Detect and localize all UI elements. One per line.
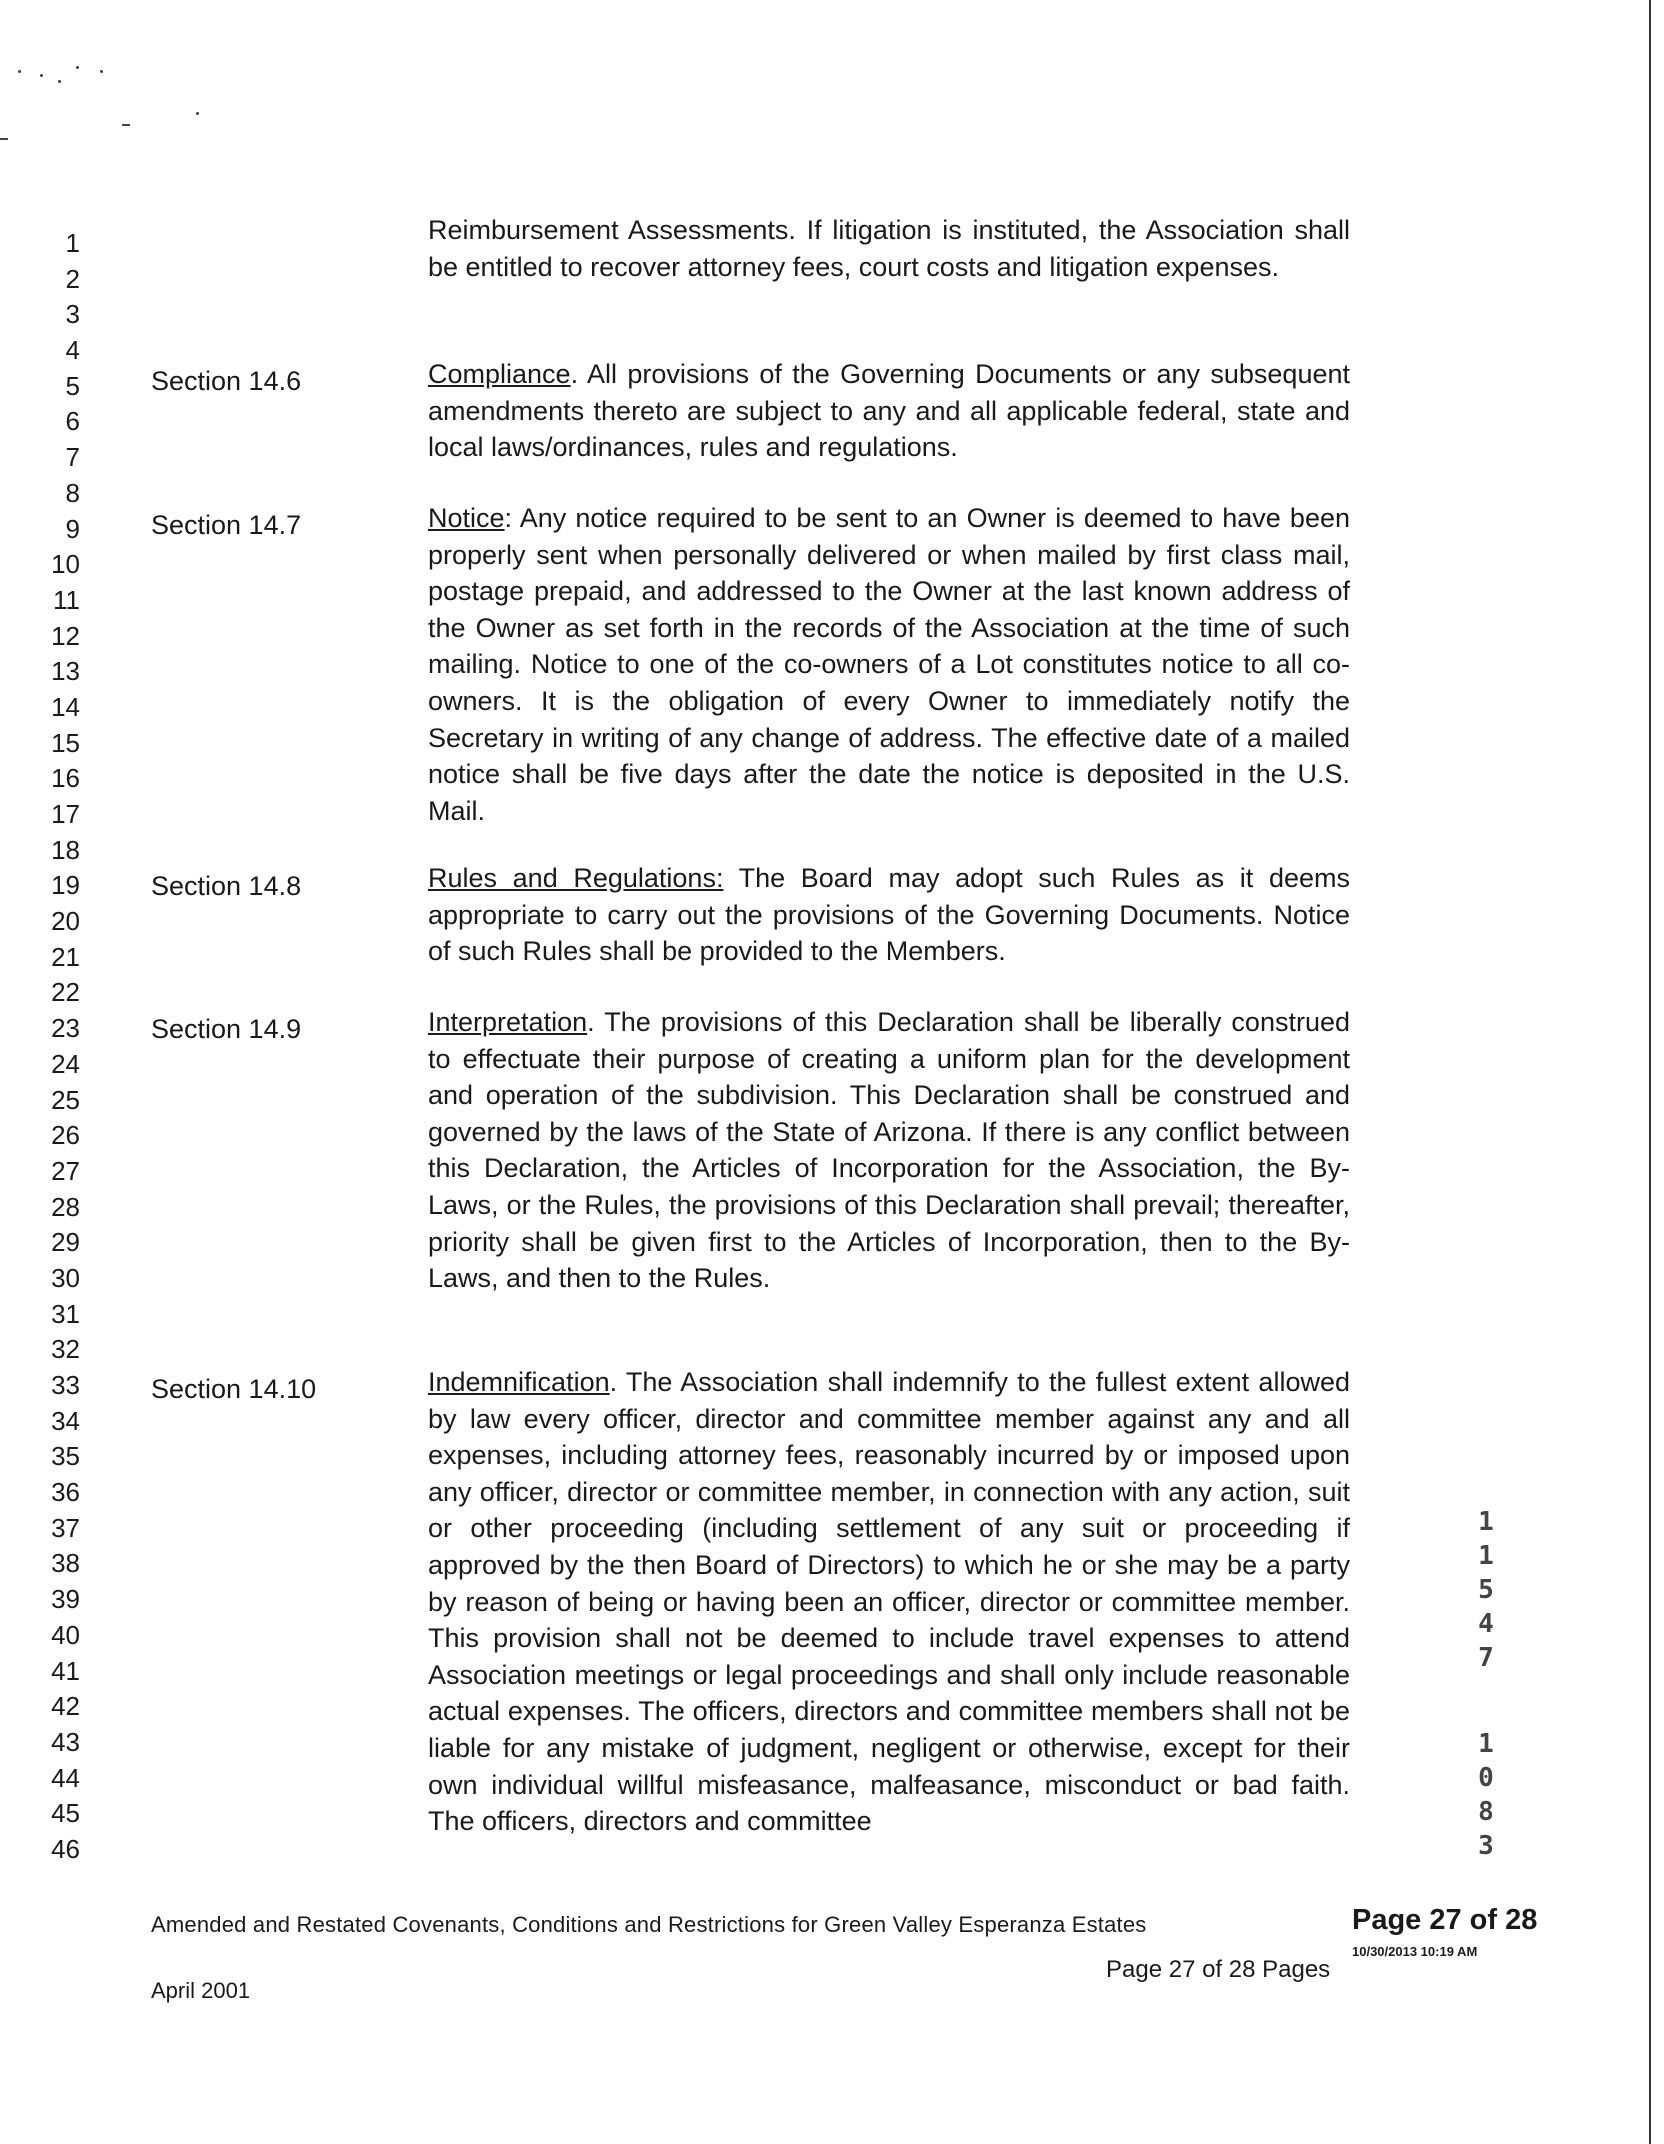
stamp-digit: 7 bbox=[1478, 1643, 1494, 1673]
section-number: Section 14.8 bbox=[151, 871, 302, 901]
scan-speck bbox=[100, 70, 103, 73]
footer-document-title: Amended and Restated Covenants, Conditions and Restrictions for Green Valley Esperanza Estates bbox=[151, 1912, 1147, 1937]
section-number: Section 14.7 bbox=[151, 510, 302, 540]
line-number: 8 bbox=[65, 477, 80, 508]
stamp-digit: 1 bbox=[1478, 1507, 1494, 1537]
recording-number-stamp bbox=[1471, 1505, 1501, 1863]
line-number: 5 bbox=[65, 370, 80, 401]
line-number: 34 bbox=[51, 1405, 80, 1436]
line-number: 30 bbox=[51, 1262, 80, 1293]
scan-mark bbox=[122, 124, 130, 126]
recording-timestamp: 10/30/2013 10:19 AM bbox=[1352, 1944, 1478, 1959]
stamp-digit: 5 bbox=[1478, 1575, 1494, 1605]
line-number: 11 bbox=[53, 584, 80, 615]
line-number: 7 bbox=[65, 442, 80, 473]
line-number: 19 bbox=[51, 870, 80, 901]
line-number: 18 bbox=[51, 834, 80, 865]
line-number: 25 bbox=[51, 1084, 80, 1115]
section-heading: Interpretation bbox=[428, 1007, 588, 1037]
paragraph-text: The provisions of this Declaration shall be liberally construed to effectuate their purpose of creating a uniform plan for the development and operation of the subdivision. This Declaration shall be construed and governed by the laws of the State of Arizona. If there is any conflict between this Declaration, the Articles of Incorporation for the Association, the By-Laws, or the Rules, the provisions of this Declaration shall prevail; thereafter, priority shall be given first to the Articles of Incorporation, then to the By-Laws, and then to the Rules. bbox=[428, 1007, 1350, 1294]
section-heading: Rules and Regulations: bbox=[428, 863, 724, 893]
line-number: 12 bbox=[51, 620, 80, 651]
scan-speck bbox=[196, 112, 199, 115]
stamp-digit: 3 bbox=[1478, 1831, 1494, 1861]
line-number: 14 bbox=[51, 691, 80, 722]
stamp-digit: 8 bbox=[1478, 1797, 1494, 1827]
heading-punct: . bbox=[609, 1367, 618, 1397]
paragraph-rules bbox=[428, 860, 1350, 970]
paragraph-compliance bbox=[428, 356, 1350, 466]
line-number: 20 bbox=[51, 906, 80, 937]
section-number: Section 14.6 bbox=[151, 366, 302, 396]
paragraph-interpretation bbox=[428, 1004, 1350, 1297]
heading-punct: : bbox=[504, 503, 513, 533]
paragraph-text: The Board may adopt such Rules as it deems appropriate to carry out the provisions of the Governing Documents. Notice of such Rules shall be provided to the Members. bbox=[428, 863, 1350, 967]
line-number: 43 bbox=[51, 1726, 80, 1757]
paragraph-text: Reimbursement Assessments. If litigation is instituted, the Association shall be entitled to recover attorney fees, court costs and litigation expenses. bbox=[428, 215, 1350, 282]
line-number: 40 bbox=[51, 1619, 80, 1650]
line-number: 1 bbox=[65, 228, 80, 258]
line-number: 10 bbox=[51, 549, 80, 580]
line-number: 13 bbox=[51, 656, 80, 687]
line-number: 16 bbox=[51, 763, 80, 794]
line-number: 17 bbox=[51, 799, 80, 829]
section-heading: Compliance bbox=[428, 359, 571, 389]
line-number: 6 bbox=[65, 406, 80, 437]
scan-speck bbox=[40, 74, 43, 77]
paragraph-text: Any notice required to be sent to an Owner is deemed to have been properly sent when personally delivered or when mailed by first class mail, postage prepaid, and addressed to the Owner at the last known address of the Owner as set forth in the records of the Association at the time of such mailing. Notice to one of the co-owners of a Lot constitutes notice to all co-owners. It is the obligation of every Owner to immediately notify the Secretary in writing of any change of address. The effective date of a mailed notice shall be five days after the date the notice is deposited in the U.S. Mail. bbox=[428, 503, 1350, 826]
line-number: 45 bbox=[51, 1798, 80, 1829]
section-number: Section 14.9 bbox=[151, 1014, 302, 1044]
heading-punct: . bbox=[587, 1007, 595, 1037]
line-number: 23 bbox=[51, 1013, 80, 1044]
section-number: Section 14.10 bbox=[151, 1374, 317, 1404]
stamp-digit: 4 bbox=[1478, 1609, 1494, 1639]
scan-mark bbox=[0, 138, 8, 140]
line-number: 38 bbox=[51, 1548, 80, 1579]
line-number: 42 bbox=[51, 1691, 80, 1722]
line-number: 15 bbox=[51, 727, 80, 758]
page-right-border bbox=[1649, 0, 1651, 2144]
line-number: 4 bbox=[65, 335, 80, 366]
stamp-digit: 1 bbox=[1478, 1541, 1494, 1571]
line-number: 27 bbox=[51, 1155, 80, 1186]
stamp-digit: 1 bbox=[1478, 1729, 1494, 1759]
footer-date: April 2001 bbox=[151, 1978, 251, 2003]
paragraph-text: The Association shall indemnify to the fullest extent allowed by law every officer, director and committee member against any and all expenses, including attorney fees, reasonably incurred by or imposed upon any officer, director or committee member, in connection with any action, suit or other proceeding (including settlement of any suit or proceeding if approved by the then Board of Directors) to which he or she may be a party by reason of being or having been an officer, director or committee member. This provision shall not be deemed to include travel expenses to attend Association meetings or legal proceedings and shall only include reasonable actual expenses. The officers, directors and committee members shall not be liable for any mistake of judgment, negligent or otherwise, except for their own individual willful misfeasance, malfeasance, misconduct or bad faith. The officers, directors and committee bbox=[428, 1367, 1350, 1837]
line-number: 41 bbox=[51, 1655, 80, 1686]
line-number: 39 bbox=[51, 1584, 80, 1615]
line-number: 21 bbox=[51, 941, 80, 972]
line-number: 46 bbox=[51, 1833, 80, 1864]
paragraph-indemnification bbox=[428, 1364, 1350, 1840]
scan-speck bbox=[76, 66, 79, 69]
footer-page-count: Page 27 of 28 Pages bbox=[1106, 1956, 1331, 1983]
stamp-digit: 0 bbox=[1478, 1763, 1494, 1793]
line-number: 36 bbox=[51, 1477, 80, 1508]
scan-speck bbox=[18, 70, 21, 73]
scan-speck bbox=[58, 80, 61, 83]
paragraph-continuation bbox=[428, 212, 1350, 285]
line-number: 28 bbox=[51, 1191, 80, 1222]
line-number: 33 bbox=[51, 1370, 80, 1400]
line-number: 22 bbox=[51, 977, 80, 1008]
line-number: 24 bbox=[51, 1048, 80, 1079]
line-number: 9 bbox=[65, 513, 80, 544]
line-number: 44 bbox=[51, 1762, 80, 1793]
paragraph-text: All provisions of the Governing Documents or any subsequent amendments thereto are subject to any and all applicable federal, state and local laws/ordinances, rules and regulations. bbox=[428, 359, 1350, 463]
line-number: 29 bbox=[51, 1227, 80, 1258]
page-stamp: Page 27 of 28 bbox=[1352, 1904, 1538, 1936]
line-number: 31 bbox=[51, 1298, 80, 1329]
line-number: 2 bbox=[65, 263, 80, 294]
section-heading: Indemnification bbox=[428, 1367, 610, 1397]
section-heading: Notice bbox=[428, 503, 505, 533]
line-number: 37 bbox=[51, 1512, 80, 1543]
heading-punct: . bbox=[570, 359, 579, 389]
line-number: 3 bbox=[65, 299, 80, 330]
line-number: 35 bbox=[51, 1441, 80, 1472]
line-number: 26 bbox=[51, 1120, 80, 1151]
line-number-column bbox=[44, 226, 80, 1868]
line-number: 32 bbox=[51, 1334, 80, 1365]
paragraph-notice bbox=[428, 500, 1350, 829]
